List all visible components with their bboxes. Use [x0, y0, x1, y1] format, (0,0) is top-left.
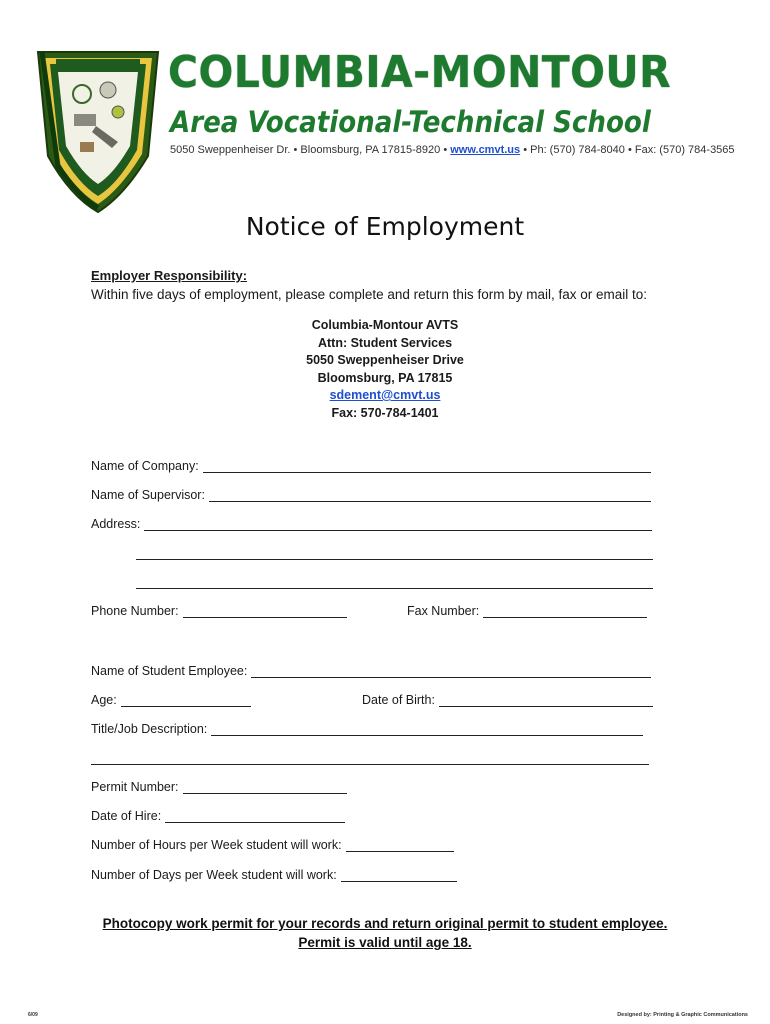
school-crest-icon — [34, 46, 162, 214]
contact-phone-fax: • Ph: (570) 784-8040 • Fax: (570) 784-3565 — [523, 144, 735, 156]
phone-label: Phone Number: — [91, 604, 179, 618]
phone-field — [91, 604, 347, 618]
employer-responsibility-text: Within five days of employment, please complete and return this form by mail, fax or email to: — [91, 287, 647, 302]
page-title: Notice of Employment — [245, 212, 525, 241]
supervisor-field — [91, 488, 651, 502]
fax-field — [407, 604, 647, 618]
student-input-line[interactable] — [251, 665, 651, 678]
contact-address: 5050 Sweppenheiser Dr. • Bloomsburg, PA 17815-8920 • — [170, 144, 448, 156]
days-label: Number of Days per Week student will work: — [91, 868, 337, 882]
address-line-4: Bloomsburg, PA 17815 — [317, 370, 453, 385]
mailing-address-block — [0, 317, 770, 422]
email-link[interactable]: sdement@cmvt.us — [329, 388, 441, 402]
hire-date-input-line[interactable] — [165, 810, 345, 823]
job-title-label: Title/Job Description: — [91, 722, 208, 736]
address-field — [91, 517, 652, 531]
student-field — [91, 664, 651, 678]
company-input-line[interactable] — [203, 460, 651, 473]
address-input-line-2[interactable] — [136, 559, 653, 560]
permit-notice-line-1: Photocopy work permit for your records and return original permit to student employee. — [102, 916, 668, 931]
company-field — [91, 459, 651, 473]
dob-input-line[interactable] — [439, 694, 653, 707]
school-name: COLUMBIA-MONTOUR — [168, 47, 672, 98]
permit-field — [91, 780, 347, 794]
supervisor-input-line[interactable] — [209, 489, 651, 502]
supervisor-label: Name of Supervisor: — [91, 488, 205, 502]
age-field — [91, 693, 251, 707]
address-line-2: Attn: Student Services — [317, 335, 453, 350]
address-line-3: 5050 Sweppenheiser Drive — [306, 353, 464, 367]
job-title-field — [91, 722, 643, 736]
footer-credit: Designed by: Printing & Graphic Communications — [617, 1012, 748, 1018]
school-website-link[interactable]: www.cmvt.us — [450, 144, 521, 156]
hours-input-line[interactable] — [346, 839, 454, 852]
job-title-input-line-1[interactable] — [211, 723, 643, 736]
hours-field — [91, 838, 454, 852]
hire-date-label: Date of Hire: — [91, 809, 162, 823]
job-title-input-line-2[interactable] — [91, 764, 649, 765]
footer-date: 6/09 — [28, 1012, 38, 1018]
days-input-line[interactable] — [341, 869, 457, 882]
dob-field — [362, 693, 653, 707]
fax-label: Fax Number: — [407, 604, 480, 618]
address-label: Address: — [91, 517, 141, 531]
age-input-line[interactable] — [121, 694, 251, 707]
hours-label: Number of Hours per Week student will work: — [91, 838, 342, 852]
permit-notice-line-2: Permit is valid until age 18. — [298, 935, 472, 950]
phone-input-line[interactable] — [183, 605, 347, 618]
school-subtitle: Area Vocational-Technical School — [170, 105, 651, 139]
days-field — [91, 868, 457, 882]
address-input-line-1[interactable] — [144, 518, 652, 531]
permit-input-line[interactable] — [183, 781, 347, 794]
fax-line: Fax: 570-784-1401 — [331, 405, 439, 420]
dob-label: Date of Birth: — [362, 693, 435, 707]
fax-input-line[interactable] — [483, 605, 647, 618]
student-label: Name of Student Employee: — [91, 664, 248, 678]
employer-responsibility-label: Employer Responsibility: — [91, 268, 248, 283]
hire-date-field — [91, 809, 345, 823]
school-contact-line — [170, 144, 750, 156]
address-input-line-3[interactable] — [136, 588, 653, 589]
address-line-1: Columbia-Montour AVTS — [311, 318, 459, 332]
age-label: Age: — [91, 693, 117, 707]
permit-label: Permit Number: — [91, 780, 179, 794]
company-label: Name of Company: — [91, 459, 199, 473]
